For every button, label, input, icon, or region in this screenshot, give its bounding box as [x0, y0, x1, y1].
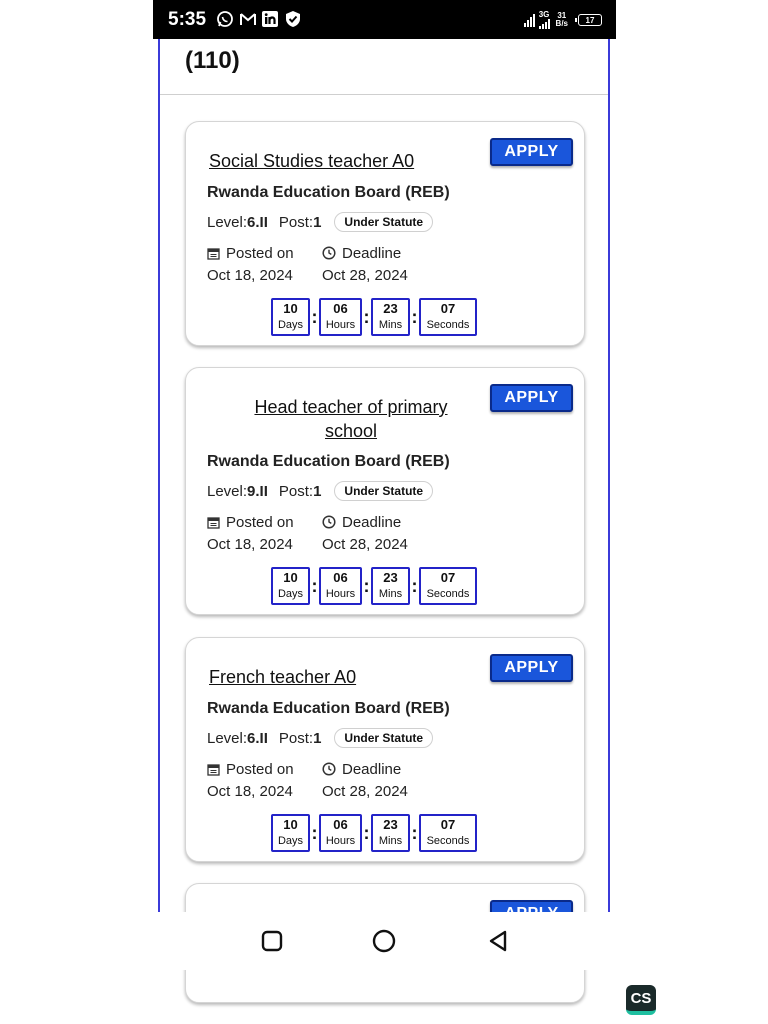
job-title[interactable]: French teacher A0 [209, 667, 357, 687]
signal-1-icon [524, 13, 535, 27]
countdown-seconds: 07 Seconds [419, 298, 477, 336]
countdown-mins: 23 Mins [371, 298, 410, 336]
deadline-date: Oct 28, 2024 [322, 267, 408, 284]
countdown-hours: 06 Hours [319, 814, 362, 852]
clock-icon [322, 515, 336, 529]
calendar-icon [207, 763, 220, 776]
network-speed: 31 B/s [555, 11, 568, 28]
job-title[interactable]: Head teacher of primary school [254, 397, 448, 441]
countdown-mins: 23 Mins [371, 814, 410, 852]
posted-label: Posted on [226, 244, 294, 262]
employer-name: Rwanda Education Board (REB) [207, 453, 450, 470]
recent-apps-button[interactable] [261, 930, 283, 952]
deadline-label: Deadline [342, 513, 402, 531]
battery-icon: 17 [578, 14, 602, 26]
deadline-date: Oct 28, 2024 [322, 783, 408, 800]
posted-label: Posted on [226, 760, 294, 778]
clock-icon [322, 246, 336, 260]
linkedin-icon [261, 10, 279, 28]
countdown-mins: 23 Mins [371, 567, 410, 605]
post-value: 1 [313, 213, 322, 231]
job-card[interactable] [185, 121, 585, 346]
navigation-bar [153, 912, 616, 970]
posted-date: Oct 18, 2024 [207, 783, 293, 800]
level-label: Level: [207, 729, 248, 747]
status-bar [153, 0, 616, 39]
job-meta [207, 728, 433, 748]
countdown-timer: 10 Days : 06 Hours : 23 Mins : 07 Seconds [271, 567, 477, 605]
gmail-icon [239, 10, 257, 28]
level-value: 6.II [247, 729, 268, 747]
job-count: (110) [185, 47, 240, 74]
job-title[interactable]: Social Studies teacher A0 [209, 151, 415, 171]
deadline-label: Deadline [342, 760, 402, 778]
employer-name: Rwanda Education Board (REB) [207, 184, 450, 201]
shield-check-icon [284, 10, 302, 28]
employer-name: Rwanda Education Board (REB) [207, 700, 450, 717]
level-value: 9.II [247, 482, 268, 500]
countdown-seconds: 07 Seconds [419, 814, 477, 852]
countdown-seconds: 07 Seconds [419, 567, 477, 605]
level-label: Level: [207, 213, 248, 231]
deadline-label: Deadline [342, 244, 402, 262]
status-right-icons [524, 10, 602, 30]
divider [160, 94, 608, 95]
countdown-timer: 10 Days : 06 Hours : 23 Mins : 07 Seconds [271, 298, 477, 336]
posted-date: Oct 18, 2024 [207, 536, 293, 553]
post-value: 1 [313, 729, 322, 747]
job-card[interactable] [185, 637, 585, 862]
countdown-days: 10 Days [271, 298, 310, 336]
whatsapp-icon [216, 10, 234, 28]
countdown-hours: 06 Hours [319, 298, 362, 336]
status-badge: Under Statute [334, 481, 433, 501]
phone-screen [153, 0, 616, 1024]
calendar-icon [207, 247, 220, 260]
job-list-panel[interactable] [158, 39, 610, 912]
calendar-icon [207, 516, 220, 529]
apply-button[interactable]: APPLY [490, 138, 573, 166]
back-button[interactable] [487, 930, 509, 952]
camscanner-logo: CS [626, 985, 656, 1015]
level-label: Level: [207, 482, 248, 500]
post-label: Post: [278, 213, 314, 231]
signal-2-icon: 3G [539, 11, 550, 29]
posted-date: Oct 18, 2024 [207, 267, 293, 284]
home-button[interactable] [372, 930, 396, 954]
job-meta [207, 212, 433, 232]
post-value: 1 [313, 482, 322, 500]
clock-icon [322, 762, 336, 776]
post-label: Post: [278, 482, 314, 500]
posted-label: Posted on [226, 513, 294, 531]
apply-button[interactable]: APPLY [490, 384, 573, 412]
countdown-days: 10 Days [271, 567, 310, 605]
status-badge: Under Statute [334, 212, 433, 232]
level-value: 6.II [247, 213, 268, 231]
countdown-hours: 06 Hours [319, 567, 362, 605]
countdown-timer: 10 Days : 06 Hours : 23 Mins : 07 Seconds [271, 814, 477, 852]
job-meta [207, 481, 433, 501]
job-card[interactable] [185, 367, 585, 615]
apply-button[interactable]: APPLY [490, 654, 573, 682]
countdown-days: 10 Days [271, 814, 310, 852]
status-time: 5:35 [168, 9, 207, 30]
status-badge: Under Statute [334, 728, 433, 748]
post-label: Post: [278, 729, 314, 747]
deadline-date: Oct 28, 2024 [322, 536, 408, 553]
